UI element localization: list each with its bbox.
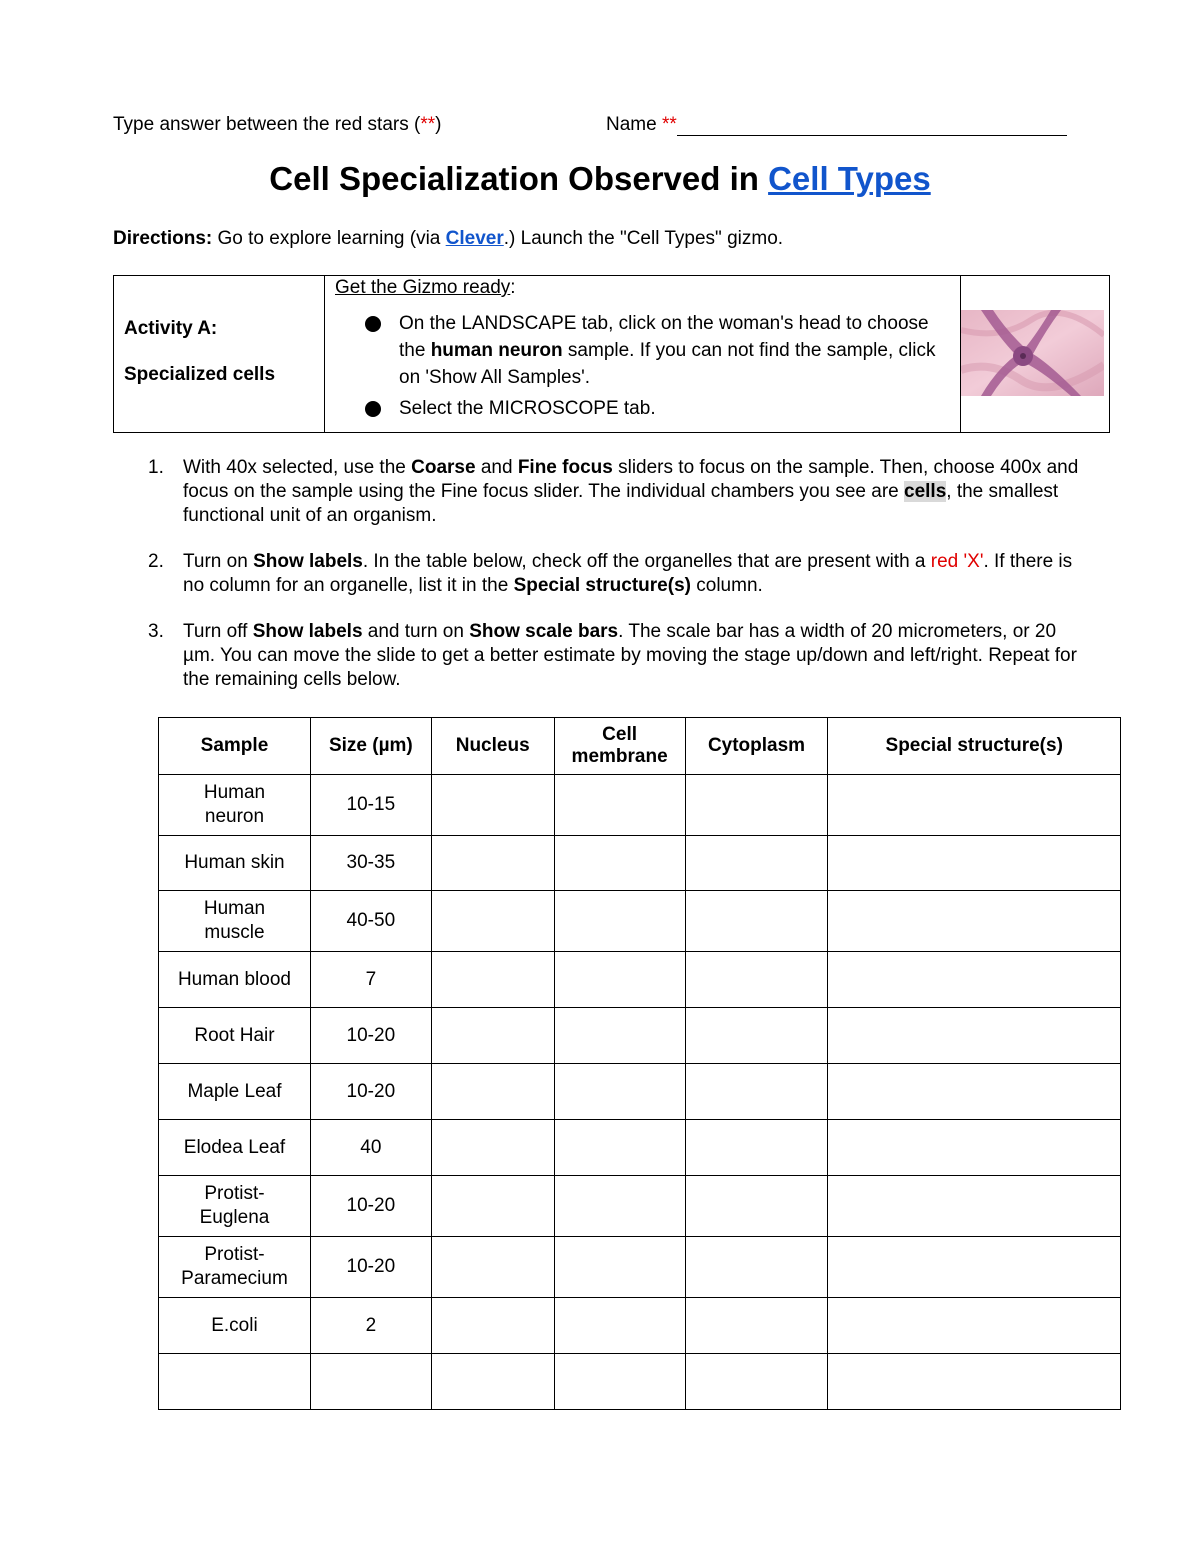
bullet-item: On the LANDSCAPE tab, click on the woman's head to choose the human neuron sample. If you can not find the sample, click on 'Show All Samples'. bbox=[325, 310, 960, 391]
answer-cell[interactable] bbox=[431, 1064, 554, 1120]
answer-cell[interactable] bbox=[828, 1354, 1121, 1410]
table-row bbox=[159, 836, 1121, 891]
answer-cell[interactable] bbox=[554, 836, 685, 891]
answer-cell[interactable] bbox=[685, 1008, 828, 1064]
column-header-cell-membrane: Cell membrane bbox=[554, 718, 685, 775]
size-cell: 30-35 bbox=[310, 836, 431, 891]
answer-cell[interactable] bbox=[828, 1237, 1121, 1298]
activity-label-cell bbox=[114, 276, 325, 433]
sample-name-cell: E.coli bbox=[159, 1298, 311, 1354]
size-cell: 10-20 bbox=[310, 1008, 431, 1064]
answer-cell[interactable] bbox=[554, 1354, 685, 1410]
ready-heading: Get the Gizmo ready bbox=[335, 277, 511, 298]
size-cell: 10-20 bbox=[310, 1064, 431, 1120]
size-cell bbox=[310, 1354, 431, 1410]
step-item: 3. Turn off Show labels and turn on Show scale bars. The scale bar has a width of 20 micrometers, or 20 µm. You can move the slide to get a better estimate by moving the stage up/down and left/right. Repeat for the remaining cells below. bbox=[148, 621, 1077, 690]
answer-cell[interactable] bbox=[554, 775, 685, 836]
answer-cell[interactable] bbox=[431, 891, 554, 952]
answer-cell[interactable] bbox=[431, 1298, 554, 1354]
answer-cell[interactable] bbox=[431, 775, 554, 836]
size-cell: 10-20 bbox=[310, 1237, 431, 1298]
size-cell: 10-20 bbox=[310, 1176, 431, 1237]
answer-cell[interactable] bbox=[828, 952, 1121, 1008]
cell-types-link[interactable]: Cell Types bbox=[768, 160, 931, 197]
sample-name-cell bbox=[159, 1354, 311, 1410]
answer-cell[interactable] bbox=[828, 1008, 1121, 1064]
table-row bbox=[159, 1008, 1121, 1064]
bullet-icon bbox=[365, 316, 381, 332]
activity-instructions-cell: Get the Gizmo ready: On the LANDSCAPE tab, click on the woman's head to choose the human neuron sample. If you can not find the sample, click on 'Show All Samples'. Select the MICROSCOPE tab. bbox=[325, 276, 961, 433]
neuron-micrograph-image bbox=[961, 310, 1104, 396]
table-row bbox=[159, 1237, 1121, 1298]
answer-cell[interactable] bbox=[431, 1120, 554, 1176]
table-row bbox=[159, 1064, 1121, 1120]
answer-cell[interactable] bbox=[828, 1298, 1121, 1354]
activity-label: Activity A: bbox=[124, 318, 218, 339]
table-header-row bbox=[159, 718, 1121, 775]
activity-subtitle: Specialized cells bbox=[124, 364, 276, 385]
instruction-steps bbox=[113, 456, 1093, 714]
column-header-special-structures: Special structure(s) bbox=[828, 718, 1121, 775]
answer-cell[interactable] bbox=[554, 1237, 685, 1298]
answer-cell[interactable] bbox=[431, 952, 554, 1008]
answer-cell[interactable] bbox=[828, 836, 1121, 891]
table-row bbox=[159, 952, 1121, 1008]
answer-cell[interactable] bbox=[554, 891, 685, 952]
sample-name-cell: Protist-Euglena bbox=[159, 1176, 311, 1237]
sample-name-cell: Human blood bbox=[159, 952, 311, 1008]
answer-cell[interactable] bbox=[431, 836, 554, 891]
name-stars: ** bbox=[661, 114, 677, 135]
answer-cell[interactable] bbox=[554, 1176, 685, 1237]
clever-link[interactable]: Clever bbox=[445, 228, 504, 249]
answer-cell[interactable] bbox=[828, 1120, 1121, 1176]
column-header-cytoplasm: Cytoplasm bbox=[685, 718, 828, 775]
answer-cell[interactable] bbox=[828, 891, 1121, 952]
answer-cell[interactable] bbox=[554, 1064, 685, 1120]
size-cell: 7 bbox=[310, 952, 431, 1008]
table-row bbox=[159, 891, 1121, 952]
answer-cell[interactable] bbox=[685, 1120, 828, 1176]
answer-cell[interactable] bbox=[685, 1176, 828, 1237]
answer-cell[interactable] bbox=[828, 1064, 1121, 1120]
table-row bbox=[159, 1120, 1121, 1176]
column-header-size: Size (µm) bbox=[310, 718, 431, 775]
answer-cell[interactable] bbox=[685, 1064, 828, 1120]
sample-name-cell: Human skin bbox=[159, 836, 311, 891]
sample-name-cell: Human muscle bbox=[159, 891, 311, 952]
step-item: 1. With 40x selected, use the Coarse and Fine focus sliders to focus on the sample. Then, choose 400x and focus on the sample using the Fine focus slider. The individual chambers you see are cells, the smallest functional unit of an organism. bbox=[148, 457, 1079, 526]
answer-cell[interactable] bbox=[685, 1298, 828, 1354]
directions-label: Directions: bbox=[113, 228, 213, 249]
answer-cell[interactable] bbox=[554, 1008, 685, 1064]
answer-cell[interactable] bbox=[685, 1237, 828, 1298]
answer-cell[interactable] bbox=[685, 836, 828, 891]
page-title: Cell Specialization Observed in Cell Types bbox=[269, 160, 931, 197]
table-row bbox=[159, 1354, 1121, 1410]
directions: Directions: Go to explore learning (via Clever.) Launch the "Cell Types" gizmo. bbox=[113, 228, 784, 249]
sample-name-cell: Protist-Paramecium bbox=[159, 1237, 311, 1298]
answer-cell[interactable] bbox=[554, 1120, 685, 1176]
name-label: Name bbox=[606, 114, 662, 135]
sample-name-cell: Human neuron bbox=[159, 775, 311, 836]
answer-cell[interactable] bbox=[431, 1176, 554, 1237]
column-header-sample: Sample bbox=[159, 718, 311, 775]
sample-name-cell: Elodea Leaf bbox=[159, 1120, 311, 1176]
table-row bbox=[159, 1176, 1121, 1237]
table-row bbox=[159, 775, 1121, 836]
answer-cell[interactable] bbox=[554, 1298, 685, 1354]
answer-cell[interactable] bbox=[431, 1008, 554, 1064]
answer-cell[interactable] bbox=[685, 891, 828, 952]
answer-cell[interactable] bbox=[685, 952, 828, 1008]
name-field[interactable] bbox=[606, 114, 1067, 136]
size-cell: 40-50 bbox=[310, 891, 431, 952]
size-cell: 40 bbox=[310, 1120, 431, 1176]
sample-name-cell: Root Hair bbox=[159, 1008, 311, 1064]
sample-name-cell: Maple Leaf bbox=[159, 1064, 311, 1120]
name-blank-line[interactable] bbox=[677, 117, 1067, 136]
size-cell: 2 bbox=[310, 1298, 431, 1354]
size-cell: 10-15 bbox=[310, 775, 431, 836]
column-header-nucleus: Nucleus bbox=[431, 718, 554, 775]
answer-cell[interactable] bbox=[431, 1237, 554, 1298]
cell-samples-table bbox=[158, 717, 1121, 1410]
answer-cell[interactable] bbox=[685, 775, 828, 836]
activity-table bbox=[113, 275, 1110, 433]
answer-cell[interactable] bbox=[685, 1354, 828, 1410]
bullet-icon bbox=[365, 401, 381, 417]
table-body bbox=[159, 775, 1121, 1410]
answer-instruction: Type answer between the red stars (**) bbox=[113, 114, 442, 135]
step-item: 2. Turn on Show labels. In the table below, check off the organelles that are present with a red 'X'. If there is no column for an organelle, list it in the Special structure(s) column. bbox=[148, 551, 1073, 596]
answer-cell[interactable] bbox=[554, 952, 685, 1008]
table-row bbox=[159, 1298, 1121, 1354]
answer-cell[interactable] bbox=[431, 1354, 554, 1410]
bullet-item: Select the MICROSCOPE tab. bbox=[325, 397, 960, 421]
neuron-image-cell bbox=[961, 276, 1110, 433]
answer-cell[interactable] bbox=[828, 775, 1121, 836]
red-stars: ** bbox=[420, 114, 436, 135]
answer-cell[interactable] bbox=[828, 1176, 1121, 1237]
